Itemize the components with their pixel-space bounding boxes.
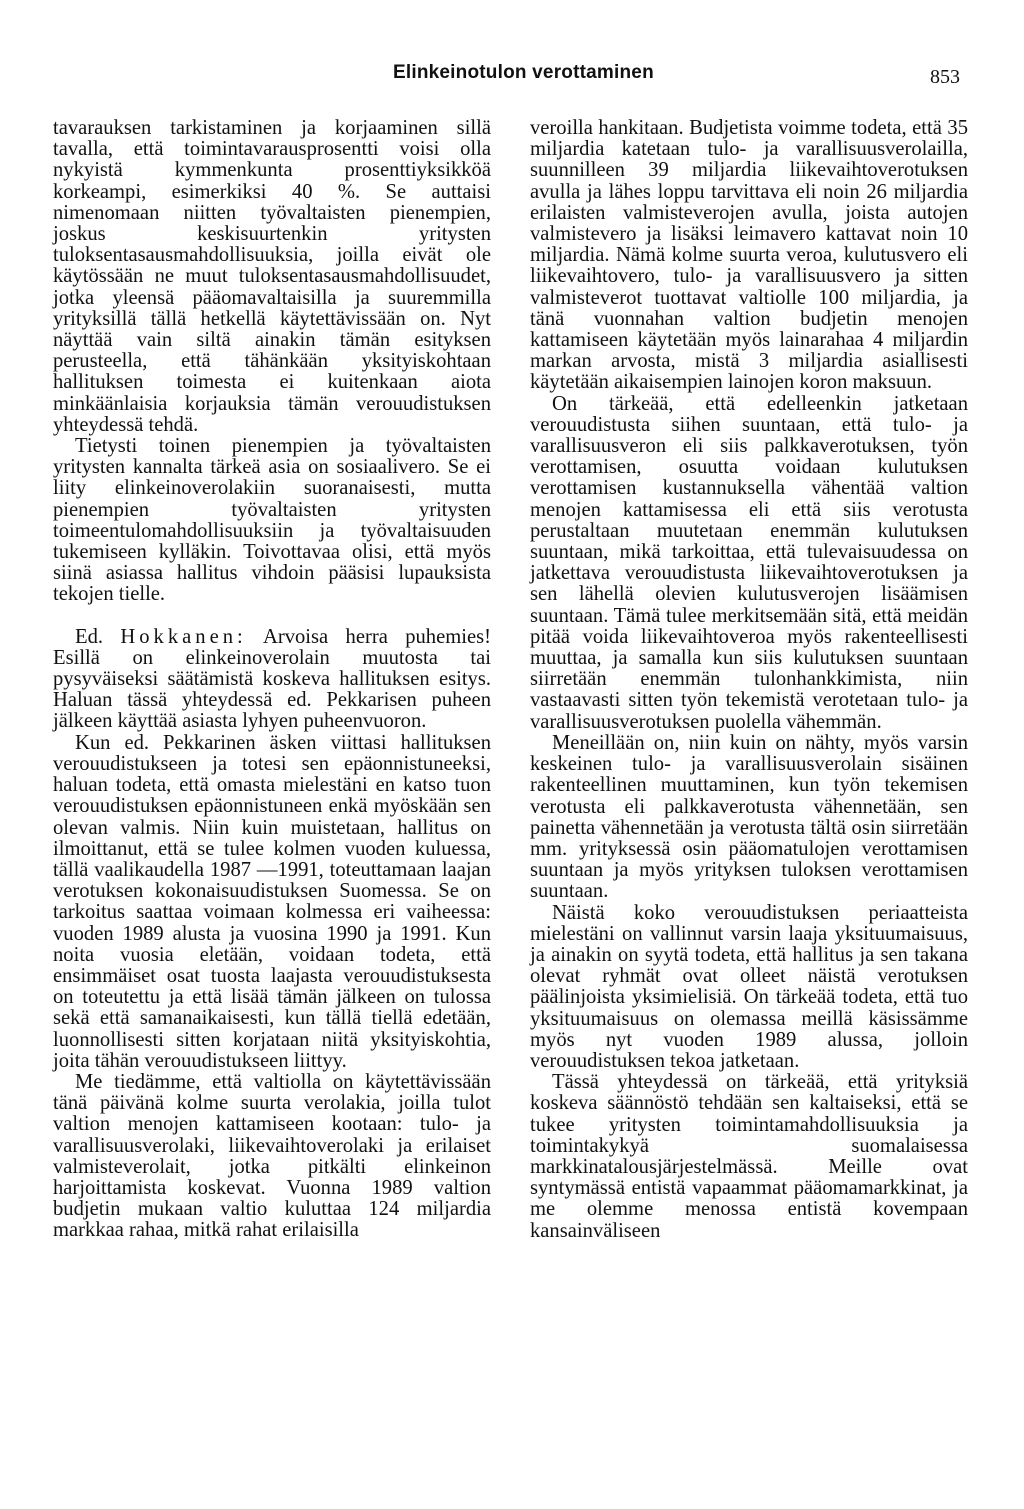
paragraph: On tärkeää, että edelleenkin jatketaan verouudistusta siihen suuntaan, että tulo- ja varallisuusveron eli siis palkkaverotuksen, työn verottamisen, osuutta voidaan kulutuksen verottamisen kustannuksella vähentää valtion menojen kattamisessa eli että siis verotusta perustaltaan muutetaan enemmän kulutuksen suuntaan, mikä tarkoittaa, että tulevaisuudessa on jatkettava verouudistusta liikevaihtoverotuksen ja sen lähellä olevien kulutusverojen lisäämisen suuntaan. Tämä tulee merkitsemään sitä, että meidän pitää voida liikevaihtoveroa myös rakenteellisesti muuttaa, ja samalla kun siis kulutuksen suuntaan siirretään enemmän tulonhankkimista, niin vastaavasti sitten työn tekemistä verotetaan tulo- ja varallisuusverotuksen puolella vähemmän. bbox=[530, 392, 968, 733]
paragraph: Tietysti toinen pienempien ja työvaltaisten yritysten kannalta tärkeä asia on sosiaalivero. Se ei liity elinkeinoverolakiin suoranaisesti, mutta pienempien työvaltaisten yritysten toimeentulomahdollisuuksiin ja työvaltaisuuden tukemiseen kylläkin. Toivottavaa olisi, että myös siinä asiassa hallitus vihdoin pääsisi lupauksista tekojen tielle. bbox=[53, 435, 491, 606]
left-column bbox=[53, 118, 491, 1242]
paragraph: Tässä yhteydessä on tärkeää, että yrityksiä koskeva säännöstö tehdään sen kaltaiseksi, että se tukee yritysten toimintamahdollisuuksia ja toimintakykyä suomalaisessa markkinatalousjärjestelmässä. Meille ovat syntymässä entistä vapaammat pääomamarkkinat, ja me olemme menossa entistä kovempaan kansainväliseen bbox=[530, 1071, 968, 1242]
speaker-title: Ed. bbox=[75, 625, 121, 648]
running-title: Elinkeinotulon verottaminen bbox=[393, 62, 654, 83]
speech-text: Arvoisa herra puhemies! Esillä on elinkeinoverolain muutosta tai pysyväiseksi säätämistä koskeva hallituksen esitys. Haluan tässä yhteydessä ed. Pekkarisen puheen jälkeen käyttää asiasta lyhyen puheenvuoron. bbox=[53, 625, 491, 733]
paragraph: Kun ed. Pekkarinen äsken viittasi hallituksen verouudistukseen ja totesi sen epäonnistuneeksi, haluan todeta, että omasta mielestäni en katso tuon verouudistuksen epäonnistuneen enkä myöskään sen olevan valmis. Niin kuin muistetaan, hallitus on ilmoittanut, että se tulee kolmen vuoden kuluessa, tällä vaalikaudella 1987 —1991, toteuttamaan laajan verotuksen kokonaisuudistuksen Suomessa. Se on tarkoitus saattaa voimaan kolmessa eri vaiheessa: vuoden 1989 alusta ja vuosina 1990 ja 1991. Kun noita vuosia eletään, voidaan todeta, että ensimmäiset osat tuosta laajasta verouudistuksesta on toteutettu ja että lisää tämän jälkeen on tulossa sekä että samanaikaisesti, kun tällä tiellä edetään, luonnollisesti sitten korjataan niitä yksityiskohtia, joita tähän verouudistukseen liittyy. bbox=[53, 731, 491, 1072]
speaker-name: Hokkanen: bbox=[120, 625, 247, 648]
speech-intro-paragraph bbox=[53, 627, 491, 733]
paragraph: Me tiedämme, että valtiolla on käytettävissään tänä päivänä kolme suurta verolakia, joilla tulot valtion menojen kattamiseen kootaan: tulo- ja varallisuusverolaki, liikevaihtoverolaki ja erilaiset valmisteverolait, jotka pitkälti elinkeinon harjoittamista koskevat. Vuonna 1989 valtion budjetin mukaan valtio kuluttaa 124 miljardia markkaa rahaa, mitkä rahat erilaisilla bbox=[53, 1070, 491, 1242]
page-header bbox=[0, 62, 1024, 98]
right-column bbox=[530, 118, 968, 1242]
paragraph: Näistä koko verouudistuksen periaatteista mielestäni on vallinnut varsin laaja yksituumaisuus, ja ainakin on syytä todeta, että hallitus ja sen takana olevat ryhmät ovat olleet näistä verotuksen päälinjoista yksimielisiä. On tärkeää todeta, että tuo yksituumaisuus on olemassa meillä käsissämme myös nyt vuoden 1989 alussa, jolloin verouudistuksen tekoa jatketaan. bbox=[530, 901, 968, 1072]
paragraph: veroilla hankitaan. Budjetista voimme todeta, että 35 miljardia katetaan tulo- ja varallisuusverolailla, suunnilleen 39 miljardia liikevaihtoverotuksen avulla ja lähes loppu tarvittava eli noin 26 miljardia erilaisten valmisteverojen avulla, joista autojen valmistevero ja lisäksi leimavero kattavat noin 10 miljardia. Nämä kolme suurta veroa, kulutusvero eli liikevaihtovero, tulo- ja varallisuusvero ja sitten valmisteverot tuottavat valtiolle 100 miljardia, ja tänä vuonnahan valtion budjetin menojen kattamiseen käytetään myös lainarahaa 4 miljardin markan arvosta, mistä 3 miljardia asiallisesti käytetään aikaisempien lainojen koron maksuun. bbox=[530, 117, 968, 394]
page-number: 853 bbox=[930, 66, 960, 88]
paragraph: Meneillään on, niin kuin on nähty, myös varsin keskeinen tulo- ja varallisuusverolain sisäinen rakenteellinen muuttaminen, kun työn tekemisen verotusta eli palkkaverotusta vähennetään, sen painetta vähennetään ja verotusta tältä osin siirretään mm. yrityksessä osin pääomatulojen verottamisen suuntaan ja myös yrityksen tuloksen verottamisen suuntaan. bbox=[530, 731, 968, 903]
paragraph: tavarauksen tarkistaminen ja korjaaminen sillä tavalla, että toimintavarausprosentti voisi olla nykyistä kymmenkunta prosenttiyksikköä korkeampi, esimerkiksi 40 %. Se auttaisi nimenomaan niitten työvaltaisten pienempien, joskus keskisuurtenkin yritysten tuloksentasausmahdollisuuksia, joilla eivät ole käytössään ne muut tuloksentasausmahdollisuudet, jotka yleensä pääomavaltaisilla ja suuremmilla yrityksillä tällä hetkellä käytettävissään on. Nyt näyttää vain siltä ainakin tämän esityksen perusteella, että tähänkään yksityiskohtaan hallituksen toimesta ei kuitenkaan aiota minkäänlaisia korjauksia tämän verouudistuksen yhteydessä tehdä. bbox=[53, 117, 491, 436]
